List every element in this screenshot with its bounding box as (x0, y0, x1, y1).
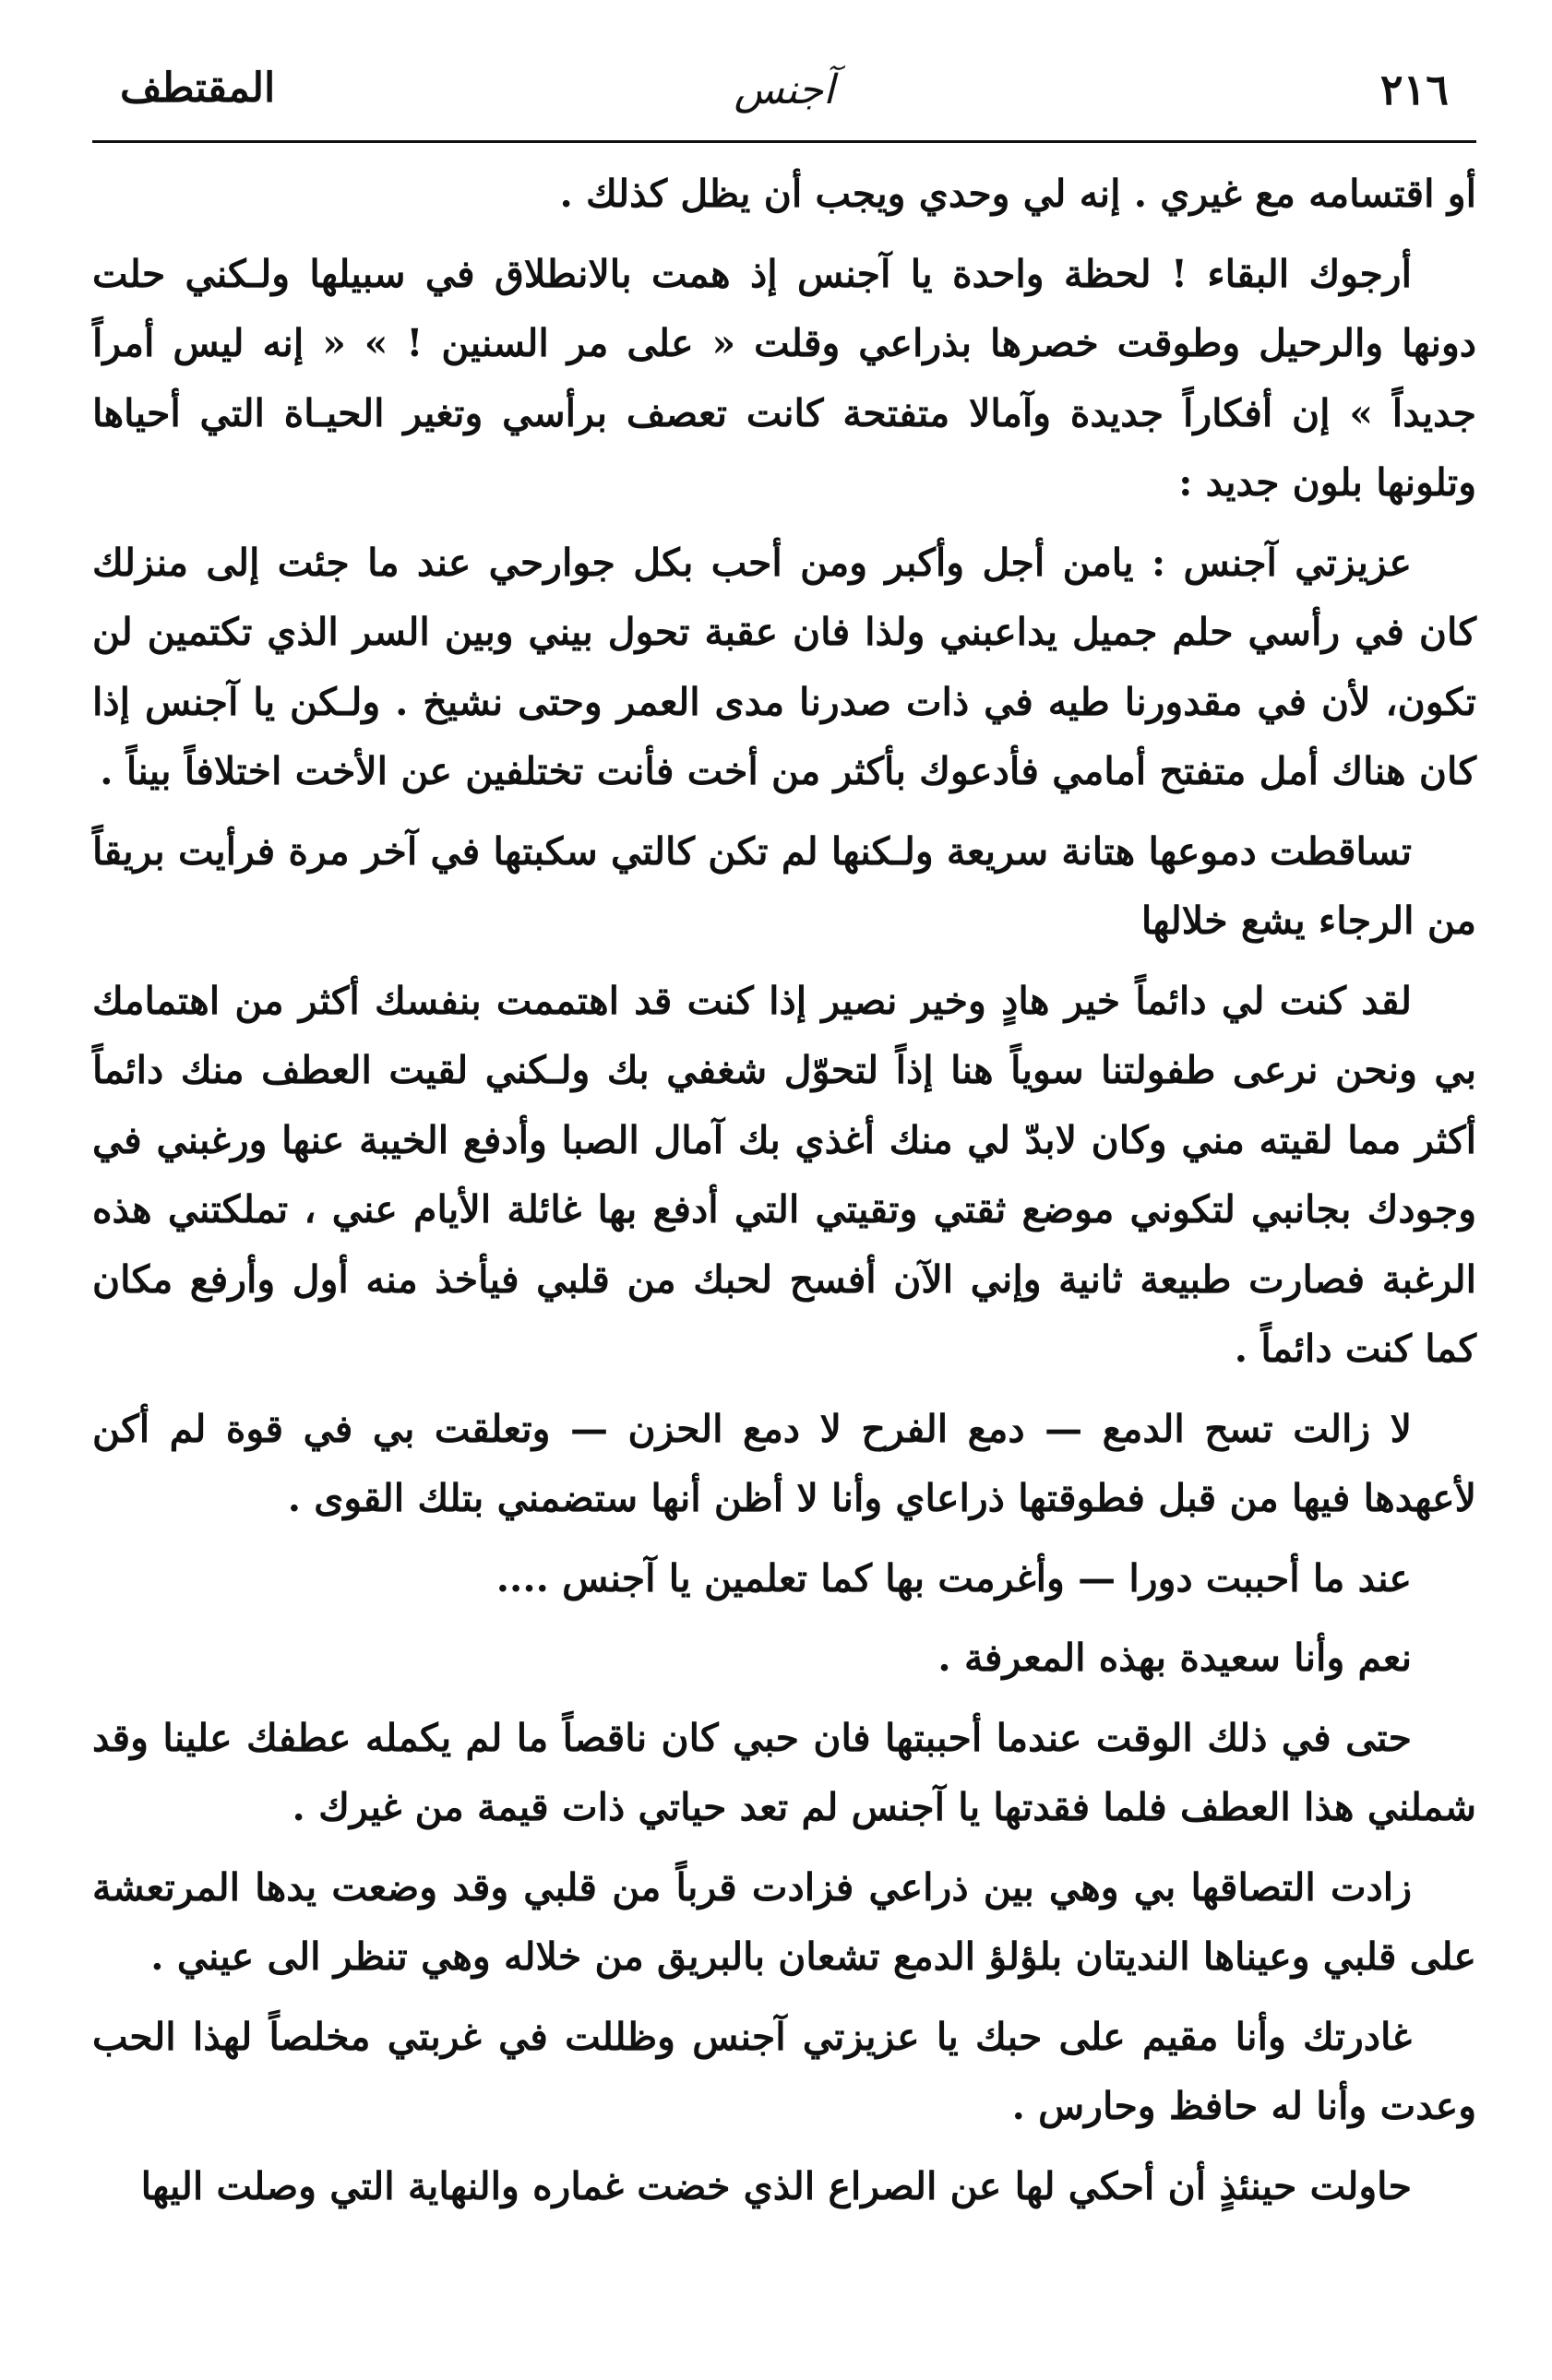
page-number: ٢١٦ (1379, 65, 1449, 114)
paragraph: حتى في ذلك الوقت عندما أحببتها فان حبي كان ناقصاً ما لم يكمله عطفك علينا وقد شملني هذا العطف فلما فقدتها يا آجنس لم تعد حياتي ذات قيمة من غيرك . (92, 1715, 1476, 1829)
paragraph: أو اقتسامه مع غيري . إنه لي وحدي ويجب أن يظل كذلك . (559, 172, 1476, 216)
page (92, 55, 1476, 2352)
header-divider (92, 140, 1476, 143)
paragraph: لقد كنت لي دائماً خير هادٍ وخير نصير إذا كنت قد اهتممت بنفسك أكثر من اهتمامك بي ونحن نرعى طفولتنا سوياً هنا إذاً لتحوّل شغفي بك ولـكني لقيت العطف منك دائماً أكثر مما لقيته مني وكان لابدّ لي منك أغذي بك آمال الصبا وأدفع الخيبة عنها ورغبني في وجودك بجانبي لتكوني موضع ثقتي وتقيتي التي أدفع بها غائلة الأيام عني ، تملكتني هذه الرغبة فصارت طبيعة ثانية وإني الآن أفسح لحبك من قلبي فيأخذ منه أول وأرفع مكان كما كنت دائماً . (92, 978, 1476, 1371)
journal-name: المقتطف (120, 65, 276, 112)
page-header (92, 55, 1476, 143)
paragraph: تساقطت دموعها هتانة سريعة ولـكنها لم تكن كالتي سكبتها في آخر مرة فرأيت بريقاً من الرجاء يشع خلالها (92, 828, 1476, 943)
paragraph: نعم وأنا سعيدة بهذه المعرفة . (937, 1636, 1412, 1680)
paragraph: غادرتك وأنا مقيم على حبك يا عزيزتي آجنس وظللت في غربتي مخلصاً لهذا الحب وعدت وأنا له حافظ وحارس . (92, 2014, 1476, 2128)
body-text (92, 160, 1476, 2221)
paragraph: حاولت حينئذٍ أن أحكي لها عن الصراع الذي خضت غماره والنهاية التي وصلت اليها (140, 2163, 1412, 2208)
paragraph: عزيزتي آجنس : يامن أجل وأكبر ومن أحب بكل جوارحي عند ما جئت إلى منزلك كان في رأسي حلم جميل يداعبني ولذا فان عقبة تحول بيني وبين السر الذي تكتمين لن تكون، لأن في مقدورنا طيه في ذات صدرنا مدى العمر وحتى نشيخ . ولـكن يا آجنس إذا كان هناك أمل متفتح أمامي فأدعوك بأكثر من أخت فأنت تختلفين عن الأخت اختلافاً بيناً . (92, 540, 1476, 793)
running-title: آجنس (734, 66, 835, 113)
paragraph: عند ما أحببت دورا — وأغرمت بها كما تعلمين يا آجنس .... (495, 1555, 1412, 1601)
paragraph: أرجوك البقاء ! لحظة واحدة يا آجنس إذ همت بالانطلاق في سبيلها ولـكني حلت دونها والرحيل وطوقت خصرها بذراعي وقلت « على مر السنين ! » « إنه ليس أمراً جديداً » إن أفكاراً جديدة وآمالا متفتحة كانت تعصف برأسي وتغير الحيـاة التي أحياها وتلونها بلون جديد : (92, 251, 1476, 505)
paragraph: زادت التصاقها بي وهي بين ذراعي فزادت قرباً من قلبي وقد وضعت يدها المرتعشة على قلبي وعيناها النديتان بلؤلؤ الدمع تشعان بالبريق من خلاله وهي تنظر الى عيني . (92, 1864, 1476, 1979)
paragraph: لا زالت تسح الدمع — دمع الفرح لا دمع الحزن — وتعلقت بي في قوة لم أكن لأعهدها فيها من قبل فطوقتها ذراعاي وأنا لا أظن أنها ستضمني بتلك القوى . (92, 1406, 1476, 1520)
